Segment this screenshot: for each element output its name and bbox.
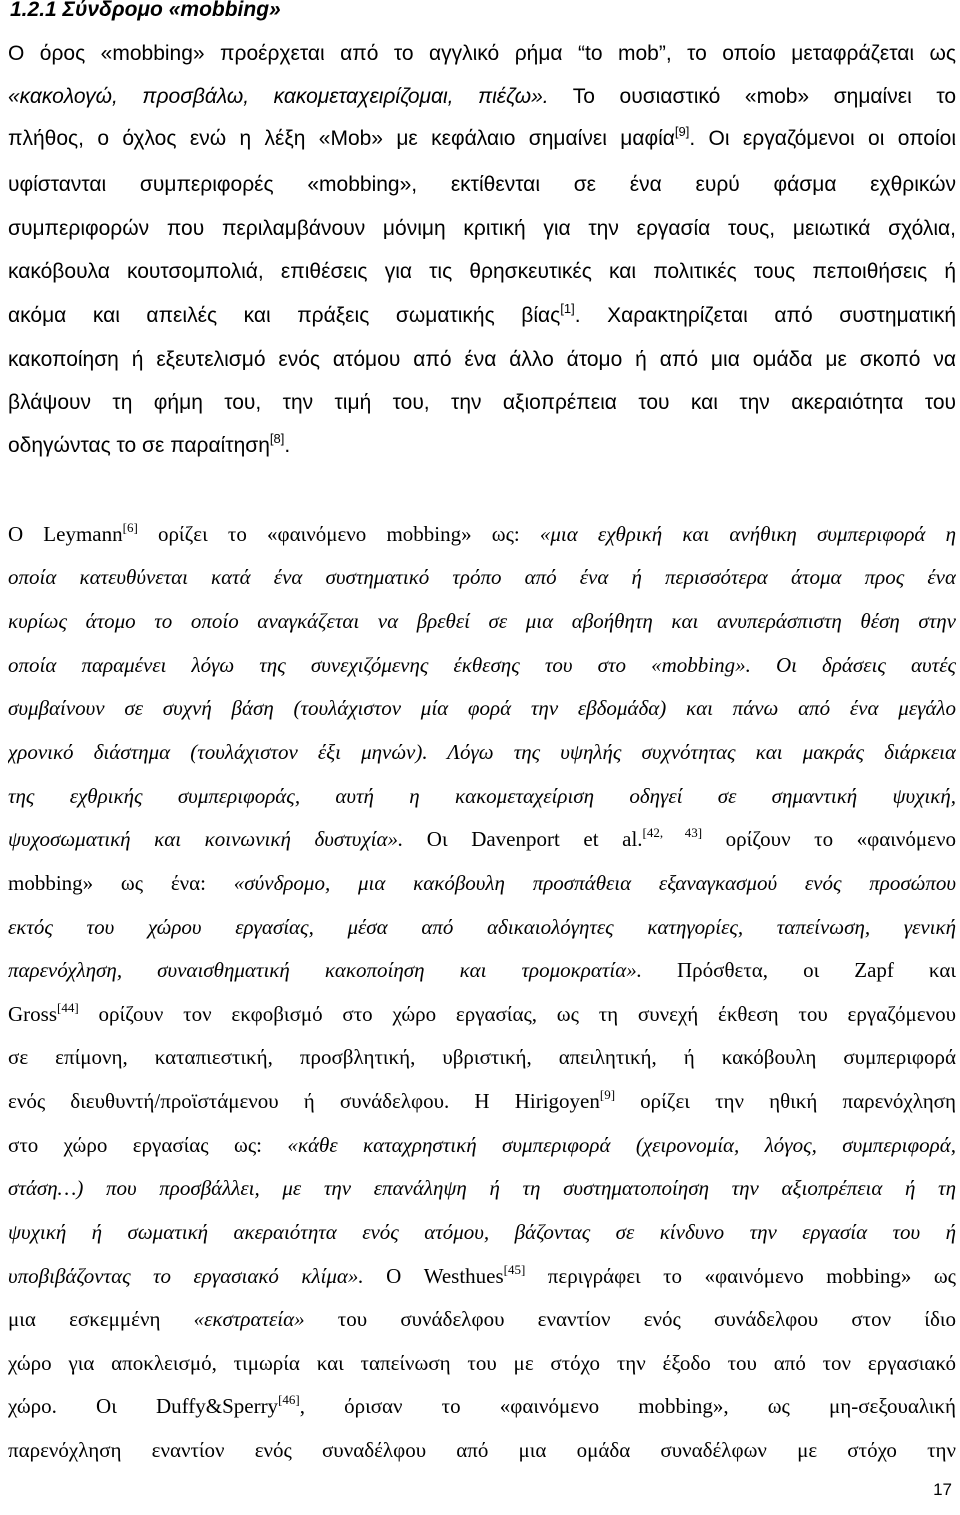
p1-quote: «κακολογώ, προσβάλω, κακομεταχειρίζομαι, πιέζω».	[8, 85, 549, 108]
p1-line-2: «κακολογώ, προσβάλω, κακομεταχειρίζομαι, πιέζω». Το ουσιαστικό «mob» σημαίνει το	[8, 85, 956, 108]
p2-line-19: μια εσκεμμένη «εκστρατεία» του συνάδελφου εναντίον ενός συνάδελφου στον ίδιο	[8, 1307, 956, 1331]
p2-line-21: χώρο. Οι Duffy&Sperry[46], όρισαν το «φαινόμενο mobbing», ως μη-σεξουαλική	[8, 1392, 956, 1418]
p1-line-6: κακόβουλα κουτσομπολιά, επιθέσεις για τις θρησκευτικές και πολιτικές τους πεποιθήσεις ή	[8, 260, 956, 283]
p2-line-16: στάση…) που προσβάλλει, με την επανάληψη ή τη συστηματοποίηση την αξιοπρέπεια ή τη	[8, 1176, 956, 1200]
citation: [45]	[503, 1262, 526, 1277]
p2-line-12: Gross[44] ορίζουν τον εκφοβισμό στο χώρο εργασίας, ως τη συνεχή έκθεση του εργαζόμενου	[8, 1000, 956, 1026]
p2-line-20: χώρο για αποκλεισμό, τιμωρία και ταπείνωση του με στόχο την έξοδο του από τον εργασιακό	[8, 1351, 956, 1375]
p2-line-8: ψυχοσωματική και κοινωνική δυστυχία». Οι Davenport et al.[42, 43] ορίζουν το «φαινόμενο	[8, 825, 956, 851]
p2-line-10: εκτός του χώρου εργασίας, μέσα από αδικαιολόγητες κατηγορίες, ταπείνωση, γενική	[8, 915, 956, 939]
p1-line-9: βλάψουν τη φήμη του, την τιμή του, την αξιοπρέπεια του και την ακεραιότητα του	[8, 391, 956, 414]
p1-line-4: υφίστανται συμπεριφορές «mobbing», εκτίθενται σε ένα ευρύ φάσμα εχθρικών	[8, 173, 956, 196]
p2-line-15: στο χώρο εργασίας ως: «κάθε καταχρηστική συμπεριφορά (χειρονομία, λόγος, συμπεριφορά,	[8, 1133, 956, 1157]
citation: [6]	[122, 520, 138, 535]
p1-line-8: κακοποίηση ή εξευτελισμό ενός ατόμου από ένα άλλο άτομο ή από μια ομάδα με σκοπό να	[8, 348, 956, 371]
p2-line-5: συμβαίνουν σε συχνή βάση (τουλάχιστον μία φορά την εβδομάδα) και πάνω από ένα μεγάλο	[8, 696, 956, 720]
p2-line-1: Ο Leymann[6] ορίζει το «φαινόμενο mobbing» ως: «μια εχθρική και ανήθικη συμπεριφορά η	[8, 520, 956, 546]
p2-line-7: της εχθρικής συμπεριφοράς, αυτή η κακομεταχείριση οδηγεί σε σημαντική ψυχική,	[8, 784, 956, 808]
citation: [44]	[57, 1000, 79, 1015]
p2-line-22: παρενόχληση εναντίον ενός συναδέλφου από μια ομάδα συναδέλφων με στόχο την	[8, 1438, 956, 1462]
page-number: 17	[933, 1480, 952, 1499]
p2-line-14: ενός διευθυντή/προϊστάμενου ή συνάδελφου. Η Hirigoyen[9] ορίζει την ηθική παρενόχληση	[8, 1087, 956, 1113]
p2-line-11: παρενόχληση, συναισθηματική κακοποίηση και τρομοκρατία». Πρόσθετα, οι Zapf και	[8, 958, 956, 982]
section-heading: 1.2.1 Σύνδρομο «mobbing»	[10, 0, 281, 21]
p2-line-17: ψυχική ή σωματική ακεραιότητα ενός ατόμου, βάζοντας σε κίνδυνο την εργασία του ή	[8, 1220, 956, 1244]
p2-line-13: σε επίμονη, καταπιεστική, προσβλητική, υβριστική, απειλητική, ή κακόβουλη συμπεριφορά	[8, 1045, 956, 1069]
citation: [9]	[674, 125, 690, 139]
p2-line-18: υποβιβάζοντας το εργασιακό κλίμα». Ο Westhues[45] περιγράφει το «φαινόμενο mobbing» ως	[8, 1262, 956, 1288]
p1-line-1: Ο όρος «mobbing» προέρχεται από το αγγλικό ρήμα “to mob”, το οποίο μεταφράζεται ως	[8, 42, 956, 65]
p2-line-4: οποία παραμένει λόγω της συνεχιζόμενης έκθεσης του στο «mobbing». Οι δράσεις αυτές	[8, 653, 956, 677]
citation: [46]	[278, 1392, 300, 1407]
citation: [9]	[599, 1087, 616, 1102]
p2-line-2: οποία κατευθύνεται κατά ένα συστηματικό τρόπο από ένα ή περισσότερα άτομα προς ένα	[8, 565, 956, 589]
p1-line-7: ακόμα και απειλές και πράξεις σωματικής βίας[1]. Χαρακτηρίζεται από συστηματική	[8, 302, 956, 327]
p1-line-3: πλήθος, ο όχλος ενώ η λέξη «Mob» με κεφάλαιο σημαίνει μαφία[9]. Οι εργαζόμενοι οι οποίοι	[8, 125, 956, 150]
p2-line-3: κυρίως άτομο το οποίο αναγκάζεται να βρεθεί σε μια αβοήθητη και ανυπεράσπιστη θέση στην	[8, 609, 956, 633]
p1-line-10: οδηγώντας το σε παραίτηση[8].	[8, 432, 291, 457]
p1-line-5: συμπεριφορών που περιλαμβάνουν μόνιμη κριτική για την εργασία τους, μειωτικά σχόλια,	[8, 217, 956, 240]
p2-line-9: mobbing» ως ένα: «σύνδρομο, μια κακόβουλη προσπάθεια εξαναγκασμού ενός προσώπου	[8, 871, 956, 895]
citation: [1]	[560, 302, 575, 316]
citation: [42, 43]	[642, 825, 703, 840]
p2-line-6: χρονικό διάστημα (τουλάχιστον έξι μηνών). Λόγω της υψηλής συχνότητας και μακράς διάρκεια	[8, 740, 956, 764]
citation: [8]	[269, 432, 285, 446]
